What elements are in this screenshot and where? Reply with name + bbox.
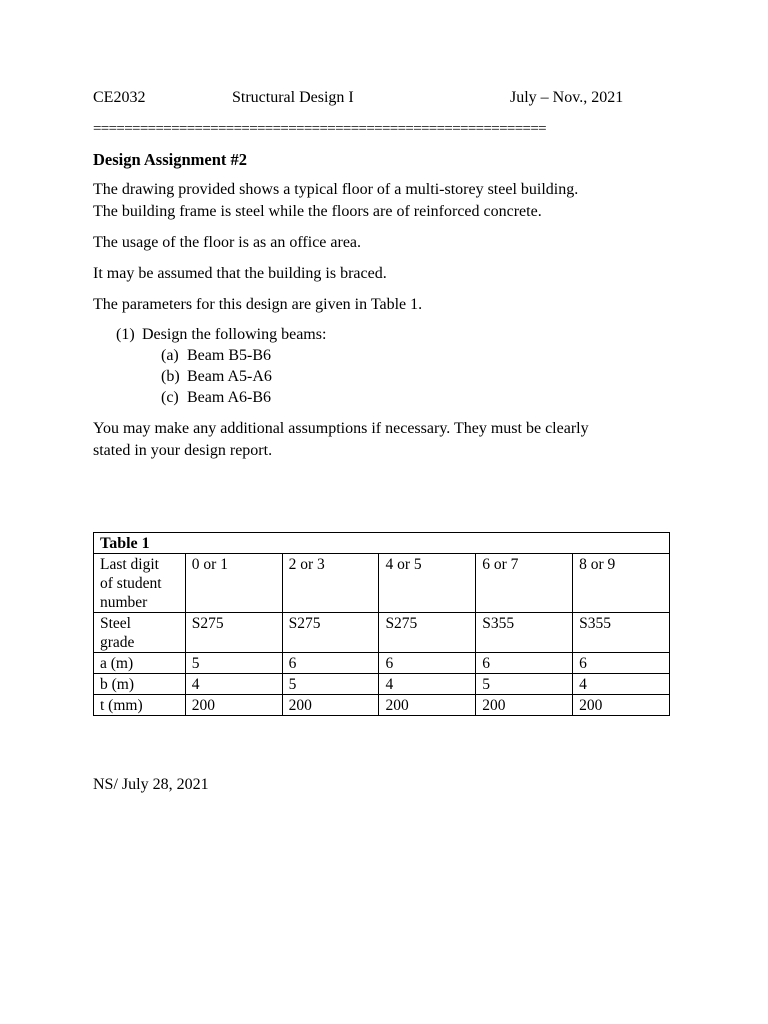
table-cell: S275 xyxy=(282,613,379,653)
paragraph-closing xyxy=(93,418,693,462)
parameters-table xyxy=(93,532,670,716)
task-number: (1) xyxy=(116,326,135,343)
table-row xyxy=(94,613,670,653)
table-cell: 6 xyxy=(476,653,573,674)
beam-item xyxy=(161,388,271,408)
table-row xyxy=(94,695,670,716)
table-cell: 200 xyxy=(379,695,476,716)
paragraph-line: The parameters for this design are given in Table 1. xyxy=(93,296,423,313)
beam-item-label: (a) xyxy=(161,347,179,364)
table-cell: 5 xyxy=(476,674,573,695)
table-cell: 4 or 5 xyxy=(379,554,476,613)
table-cell: 6 xyxy=(379,653,476,674)
row-label-line: Steel xyxy=(100,615,131,632)
paragraph-intro xyxy=(93,179,693,223)
row-label-line: of student xyxy=(100,575,162,592)
row-label: a (m) xyxy=(94,653,186,674)
table-caption: Table 1 xyxy=(94,533,670,554)
row-label-line: grade xyxy=(100,634,135,651)
row-label: b (m) xyxy=(94,674,186,695)
paragraph-line: You may make any additional assumptions if necessary. They must be clearly xyxy=(93,420,589,437)
table-cell: 5 xyxy=(185,653,282,674)
table-cell: 2 or 3 xyxy=(282,554,379,613)
table-cell: S355 xyxy=(476,613,573,653)
table-cell: 200 xyxy=(476,695,573,716)
table-row xyxy=(94,674,670,695)
table-cell: 200 xyxy=(282,695,379,716)
table-cell: 6 or 7 xyxy=(476,554,573,613)
task-text: Design the following beams: xyxy=(142,326,327,343)
table-cell: 4 xyxy=(379,674,476,695)
beam-item-text: Beam A6-B6 xyxy=(187,389,271,406)
term-dates: July – Nov., 2021 xyxy=(510,89,624,106)
row-label-line: Last digit xyxy=(100,556,159,573)
paragraph-line: It may be assumed that the building is braced. xyxy=(93,265,387,282)
paragraph-line: The building frame is steel while the floors are of reinforced concrete. xyxy=(93,203,542,220)
table-cell: 200 xyxy=(185,695,282,716)
table-row xyxy=(94,653,670,674)
beam-item-label: (b) xyxy=(161,368,180,385)
table-cell: 200 xyxy=(573,695,670,716)
paragraph-braced xyxy=(93,263,693,285)
table-cell: 4 xyxy=(573,674,670,695)
beam-item xyxy=(161,367,272,387)
row-label: t (mm) xyxy=(94,695,186,716)
row-label xyxy=(94,613,186,653)
table-cell: 5 xyxy=(282,674,379,695)
beam-item-text: Beam A5-A6 xyxy=(187,368,272,385)
paragraph-line: The drawing provided shows a typical floor of a multi-storey steel building. xyxy=(93,181,579,198)
table-cell: 6 xyxy=(282,653,379,674)
table-cell: 0 or 1 xyxy=(185,554,282,613)
table-cell: 8 or 9 xyxy=(573,554,670,613)
assignment-title: Design Assignment #2 xyxy=(93,150,248,169)
table-cell: 6 xyxy=(573,653,670,674)
table-cell: S355 xyxy=(573,613,670,653)
beam-item-label: (c) xyxy=(161,389,179,406)
table-caption-row xyxy=(94,533,670,554)
beam-item xyxy=(161,346,271,366)
course-code: CE2032 xyxy=(93,89,146,106)
paragraph-line: stated in your design report. xyxy=(93,442,273,459)
paragraph-parameters xyxy=(93,294,693,316)
footer-signature: NS/ July 28, 2021 xyxy=(93,776,209,793)
beam-item-text: Beam B5-B6 xyxy=(187,347,271,364)
table-cell: 4 xyxy=(185,674,282,695)
task-item xyxy=(116,325,326,345)
paragraph-line: The usage of the floor is as an office area. xyxy=(93,234,362,251)
paragraph-usage xyxy=(93,232,693,254)
separator-rule: ========================================================== xyxy=(93,121,546,137)
row-label xyxy=(94,554,186,613)
course-title: Structural Design I xyxy=(232,89,354,106)
table-row xyxy=(94,554,670,613)
table-cell: S275 xyxy=(185,613,282,653)
row-label-line: number xyxy=(100,594,148,611)
table-cell: S275 xyxy=(379,613,476,653)
